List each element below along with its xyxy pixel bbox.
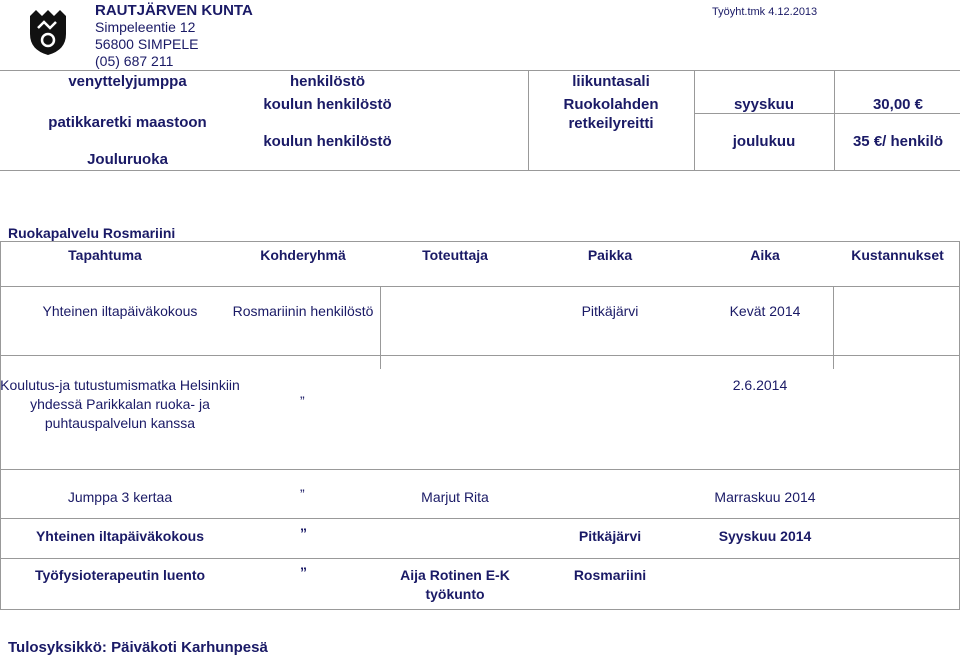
org-name: RAUTJÄRVEN KUNTA — [95, 2, 253, 19]
col-header-place: Paikka — [587, 247, 633, 263]
top-row-3-target: koulun henkilöstö — [263, 133, 392, 150]
top-row-1-activity: venyttelyjumppa — [68, 73, 187, 90]
top-row-2-target: koulun henkilöstö — [263, 96, 392, 113]
footer-unit-value: Päiväkoti Karhunpesä — [111, 639, 268, 656]
row-5-place: Rosmariini — [573, 567, 647, 583]
top-row-1-place: liikuntasali — [572, 73, 650, 90]
row-1-place: Pitkäjärvi — [581, 303, 639, 319]
row-4-time: Syyskuu 2014 — [718, 528, 812, 544]
col-header-event: Tapahtuma — [68, 247, 142, 263]
top-row-2-activity: patikkaretki maastoon — [48, 114, 207, 131]
row-4-group: ” — [300, 525, 307, 541]
top-row-3-cost: 35 €/ henkilö — [852, 133, 944, 150]
top-row-3-time: joulukuu — [732, 133, 796, 150]
row-3-time: Marraskuu 2014 — [714, 489, 816, 505]
top-row-2-time: syyskuu — [733, 96, 795, 113]
print-date: Työyht.tmk 4.12.2013 — [712, 6, 818, 18]
row-2-event: Koulutus-ja tutustumismatka Helsinkiin yhdessä Parikkalan ruoka- ja puhtauspalvelun kanssa — [0, 377, 240, 431]
col-header-cost: Kustannukset — [851, 247, 944, 263]
top-row-2-cost: 30,00 € — [872, 96, 924, 113]
col-header-group: Kohderyhmä — [260, 247, 346, 263]
coat-of-arms-logo — [28, 8, 68, 56]
row-1-event: Yhteinen iltapäiväkokous — [42, 303, 198, 319]
row-3-event: Jumppa 3 kertaa — [67, 489, 173, 505]
footer-unit-label: Tulosyksikkö: — [8, 639, 107, 656]
top-row-3-activity: Jouluruoka — [87, 151, 168, 168]
row-1-group: Rosmariinin henkilöstö — [232, 303, 374, 319]
row-1-time: Kevät 2014 — [729, 303, 801, 319]
col-header-organizer: Toteuttaja — [422, 247, 488, 263]
row-3-group: ” — [300, 486, 305, 502]
unit-title: Ruokapalvelu Rosmariini — [8, 225, 176, 241]
top-row-1-target: henkilöstö — [289, 73, 365, 90]
row-5-event: Työfysioterapeutin luento — [34, 567, 206, 583]
phone-number: (05) 687 211 — [95, 53, 174, 69]
row-2-time: 2.6.2014 — [732, 377, 788, 393]
street-address: Simpeleentie 12 — [95, 19, 196, 35]
row-3-organizer: Marjut Rita — [421, 489, 489, 505]
row-5-organizer: Aija Rotinen E-K työkunto — [400, 567, 510, 602]
row-5-group: ” — [300, 564, 307, 580]
row-2-group: ” — [300, 393, 305, 409]
col-header-time: Aika — [750, 247, 780, 263]
top-row-2-place: Ruokolahden retkeilyreitti — [563, 96, 659, 132]
row-4-place: Pitkäjärvi — [578, 528, 642, 544]
row-4-event: Yhteinen iltapäiväkokous — [35, 528, 205, 544]
postal-address: 56800 SIMPELE — [95, 36, 199, 52]
